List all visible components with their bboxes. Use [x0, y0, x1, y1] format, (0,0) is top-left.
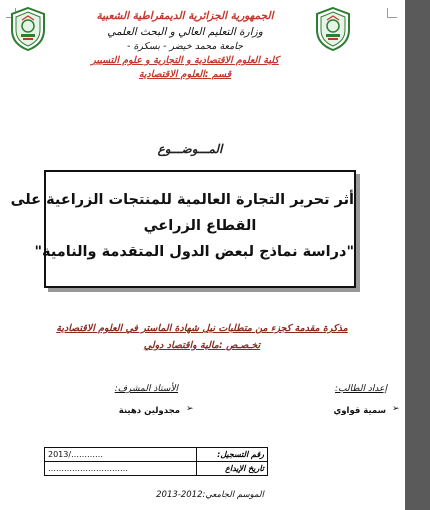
registration-number: 2013/………… — [45, 448, 197, 462]
thesis-title-line: القطاع الزراعي — [143, 218, 257, 234]
table-row — [45, 462, 268, 476]
registration-table — [44, 447, 268, 476]
thesis-subtitle: "دراسة نماذج لبعض الدول المتقدمة والنامية" — [34, 244, 354, 260]
university-emblem-icon — [8, 6, 48, 52]
faculty-name: كلية العلوم الاقتصادية و التجارية و علوم التسيير — [91, 55, 279, 66]
table-row — [45, 448, 268, 462]
subject-label: المـــوضـــوع — [157, 142, 223, 156]
deposit-date: ………………………… — [45, 462, 197, 476]
viewer-background — [405, 0, 430, 510]
memo-description: مذكرة مقدمة كجزء من متطلبات نيل شهادة الماستر في العلوم الاقتصادية — [56, 323, 348, 334]
bullet-arrow-icon: ➢ — [186, 404, 194, 414]
thesis-title-box — [10, 170, 356, 288]
university-emblem-icon — [313, 6, 353, 52]
supervisor-label: الأستاذ المشرف: — [114, 384, 178, 394]
department-name: قسم :العلوم الاقتصادية — [138, 69, 232, 80]
registration-number-label: رقم التسجيل: — [197, 448, 268, 462]
republic-name: الجمهورية الجزائرية الديمقراطية الشعبية — [96, 10, 274, 22]
margin-corner-mark — [387, 8, 397, 18]
student-name: سمية قواوي — [333, 406, 386, 416]
supervisor-name: مجدولين دهينة — [118, 406, 180, 416]
university-name: جامعة محمد خيضر - بسكرة - — [127, 41, 243, 52]
student-label: إعداد الطالب: — [335, 384, 387, 394]
ministry-name: وزارة التعليم العالي و البحث العلمي — [107, 26, 263, 38]
specialization: تخـصـص :مالية واقتصاد دولي — [143, 340, 261, 351]
deposit-date-label: تاريخ الإيداع — [197, 462, 268, 476]
bullet-arrow-icon: ➢ — [392, 404, 400, 414]
thesis-title-line: أثر تحرير التجارة العالمية للمنتجات الزراعية على — [10, 192, 354, 208]
academic-year: الموسم الجامعي:2012-2013 — [156, 490, 264, 500]
